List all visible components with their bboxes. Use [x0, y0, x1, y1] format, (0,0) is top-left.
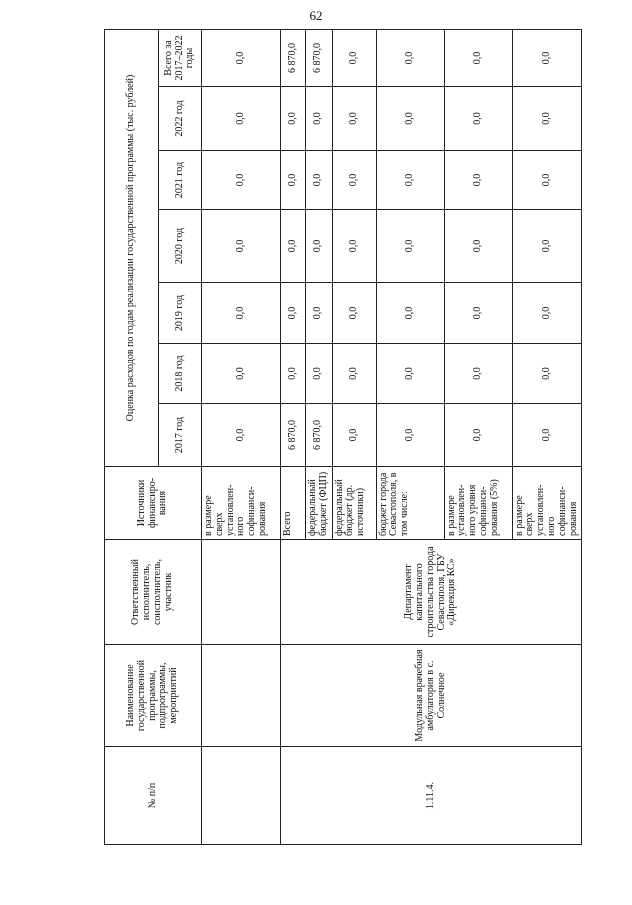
page-number: 62: [309, 8, 323, 23]
value-cell: 0,0: [512, 404, 582, 467]
value-cell: 0,0: [376, 283, 444, 344]
value-cell: 0,0: [332, 404, 376, 467]
value-cell: 0,0: [306, 210, 333, 283]
value-cell: 0,0: [306, 87, 333, 151]
budget-table: [104, 29, 582, 845]
header-row-1: [105, 29, 159, 844]
rotated-table-wrapper: [104, 30, 579, 845]
value-cell: 0,0: [281, 344, 306, 404]
cell-empty: [202, 540, 281, 645]
estimate-header: Оценка расходов по годам реализации государственной программы (тыс. рублей): [105, 29, 159, 466]
value-cell: 0,0: [512, 344, 582, 404]
col-sources-header: Источники финансиро-вания: [105, 467, 202, 540]
cell-empty: [202, 645, 281, 747]
value-cell: 0,0: [202, 210, 281, 283]
value-cell: 6 870,0: [281, 404, 306, 467]
year-header-2021: 2021 год: [159, 151, 202, 210]
value-cell: 0,0: [512, 151, 582, 210]
col-responsible-header: Ответственный исполнитель, соисполнитель, участник: [105, 540, 202, 645]
value-cell: 0,0: [376, 151, 444, 210]
year-header-2022: 2022 год: [159, 87, 202, 151]
value-cell: 0,0: [202, 404, 281, 467]
value-cell: 0,0: [332, 344, 376, 404]
col-name-header: Наименование государственной программы, подпрограммы, мероприятий: [105, 645, 202, 747]
value-cell: 0,0: [281, 283, 306, 344]
value-cell: 0,0: [202, 344, 281, 404]
value-cell: 6 870,0: [306, 29, 333, 86]
item-responsible: Департамент капитального строительства города Севастополя, ГБУ «Дирекция КС»: [281, 540, 582, 645]
value-cell: 0,0: [281, 87, 306, 151]
source-cell: федеральный бюджет (др. источники): [332, 467, 376, 540]
year-header-2017: 2017 год: [159, 404, 202, 467]
cell-empty: [202, 747, 281, 845]
value-cell: 0,0: [202, 29, 281, 86]
value-cell: 0,0: [281, 210, 306, 283]
value-cell: 0,0: [202, 283, 281, 344]
value-cell: 0,0: [512, 283, 582, 344]
value-cell: 0,0: [202, 87, 281, 151]
value-cell: 6 870,0: [306, 404, 333, 467]
value-cell: 0,0: [281, 151, 306, 210]
source-cell: федеральный бюджет (ФЦП): [306, 467, 333, 540]
value-cell: 0,0: [444, 87, 512, 151]
value-cell: 0,0: [376, 87, 444, 151]
table-row: [202, 29, 281, 844]
value-cell: 0,0: [512, 87, 582, 151]
value-cell: 0,0: [512, 29, 582, 86]
value-cell: 6 870,0: [281, 29, 306, 86]
col-num-header: № п/п: [105, 747, 202, 845]
value-cell: 0,0: [444, 344, 512, 404]
year-header-2019: 2019 год: [159, 283, 202, 344]
value-cell: 0,0: [332, 151, 376, 210]
table-row: [281, 29, 306, 844]
value-cell: 0,0: [512, 210, 582, 283]
value-cell: 0,0: [444, 151, 512, 210]
item-name: Модульная врачебная амбулатория в с. Солнечное: [281, 645, 582, 747]
year-header-2018: 2018 год: [159, 344, 202, 404]
source-cell: в размере сверх установлен-ного софинанси-рования: [202, 467, 281, 540]
value-cell: 0,0: [332, 210, 376, 283]
value-cell: 0,0: [306, 283, 333, 344]
value-cell: 0,0: [444, 29, 512, 86]
value-cell: 0,0: [332, 87, 376, 151]
value-cell: 0,0: [376, 210, 444, 283]
year-header-2020: 2020 год: [159, 210, 202, 283]
value-cell: 0,0: [306, 151, 333, 210]
value-cell: 0,0: [444, 404, 512, 467]
value-cell: 0,0: [332, 283, 376, 344]
source-cell: Всего: [281, 467, 306, 540]
value-cell: 0,0: [202, 151, 281, 210]
value-cell: 0,0: [376, 404, 444, 467]
source-cell: в размере установлен-ного уровня софинанси-рования (5%): [444, 467, 512, 540]
value-cell: 0,0: [332, 29, 376, 86]
source-cell: в размере сверх установлен-ного софинанси-рования: [512, 467, 582, 540]
item-number: 1.11.4.: [281, 747, 582, 845]
value-cell: 0,0: [306, 344, 333, 404]
value-cell: 0,0: [376, 29, 444, 86]
year-header-total: Всего за 2017–2022 годы: [159, 29, 202, 86]
source-cell: бюджет города Севастополя, в том числе:: [376, 467, 444, 540]
value-cell: 0,0: [444, 210, 512, 283]
value-cell: 0,0: [444, 283, 512, 344]
value-cell: 0,0: [376, 344, 444, 404]
